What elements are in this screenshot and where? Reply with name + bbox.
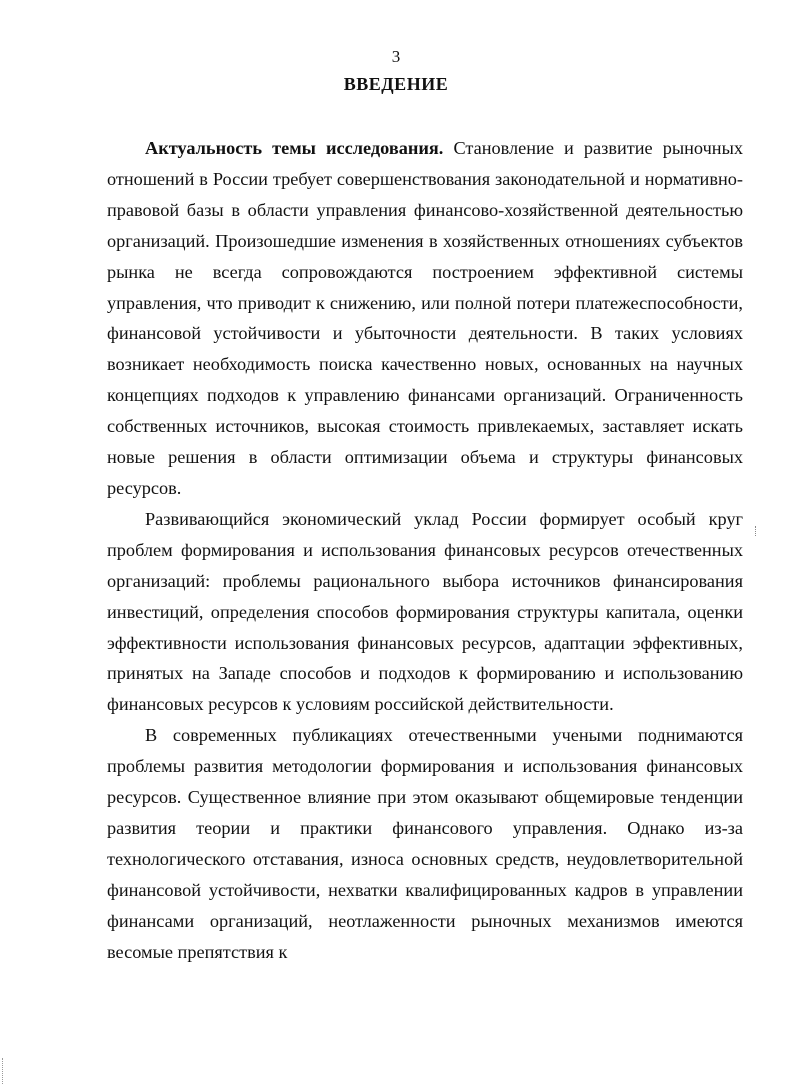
- page-title: ВВЕДЕНИЕ: [343, 74, 449, 94]
- paragraph-text: В современных публикациях отечественными учеными поднимаются проблемы развития методологии формирования и использования финансовых ресурсов. Существенное влияние при этом оказывают общемировые тенденции развития теории и практики финансового управления. Однако из-за технологического отставания, износа основных средств, неудовлетворительной финансовой устойчивости, нехватки квалифицированных кадров в управлении финансами организаций, неотлаженности рыночных механизмов имеются весомые препятствия к: [107, 725, 743, 962]
- paragraph-publications: [107, 720, 743, 967]
- page-number: 3: [391, 47, 401, 66]
- paragraph-relevance: [107, 133, 743, 504]
- scan-edge-mark: [2, 1058, 4, 1084]
- margin-mark: [755, 526, 757, 536]
- paragraph-economic-structure: [107, 504, 743, 720]
- paragraph-lead: Актуальность темы исследования.: [145, 138, 444, 158]
- body-text: [107, 133, 743, 967]
- paragraph-text: Становление и развитие рыночных отношений в России требует совершенствования законодательной и нормативно-правовой базы в области управления финансово-хозяйственной деятельностью организаций. Произошедшие изменения в хозяйственных отношениях субъектов рынка не всегда сопровождаются построением эффективной системы управления, что приводит к снижению, или полной потери платежеспособности, финансовой устойчивости и убыточности деятельности. В таких условиях возникает необходимость поиска качественно новых, основанных на научных концепциях подходов к управлению финансами организаций. Ограниченность собственных источников, высокая стоимость привлекаемых, заставляет искать новые решения в области оптимизации объема и структуры финансовых ресурсов.: [107, 138, 743, 498]
- paragraph-text: Развивающийся экономический уклад России формирует особый круг проблем формирования и использования финансовых ресурсов отечественных организаций: проблемы рационального выбора источников финансирования инвестиций, определения способов формирования структуры капитала, оценки эффективности использования финансовых ресурсов, адаптации эффективных, принятых на Западе способов и подходов к формированию и использованию финансовых ресурсов к условиям российской действительности.: [107, 508, 743, 715]
